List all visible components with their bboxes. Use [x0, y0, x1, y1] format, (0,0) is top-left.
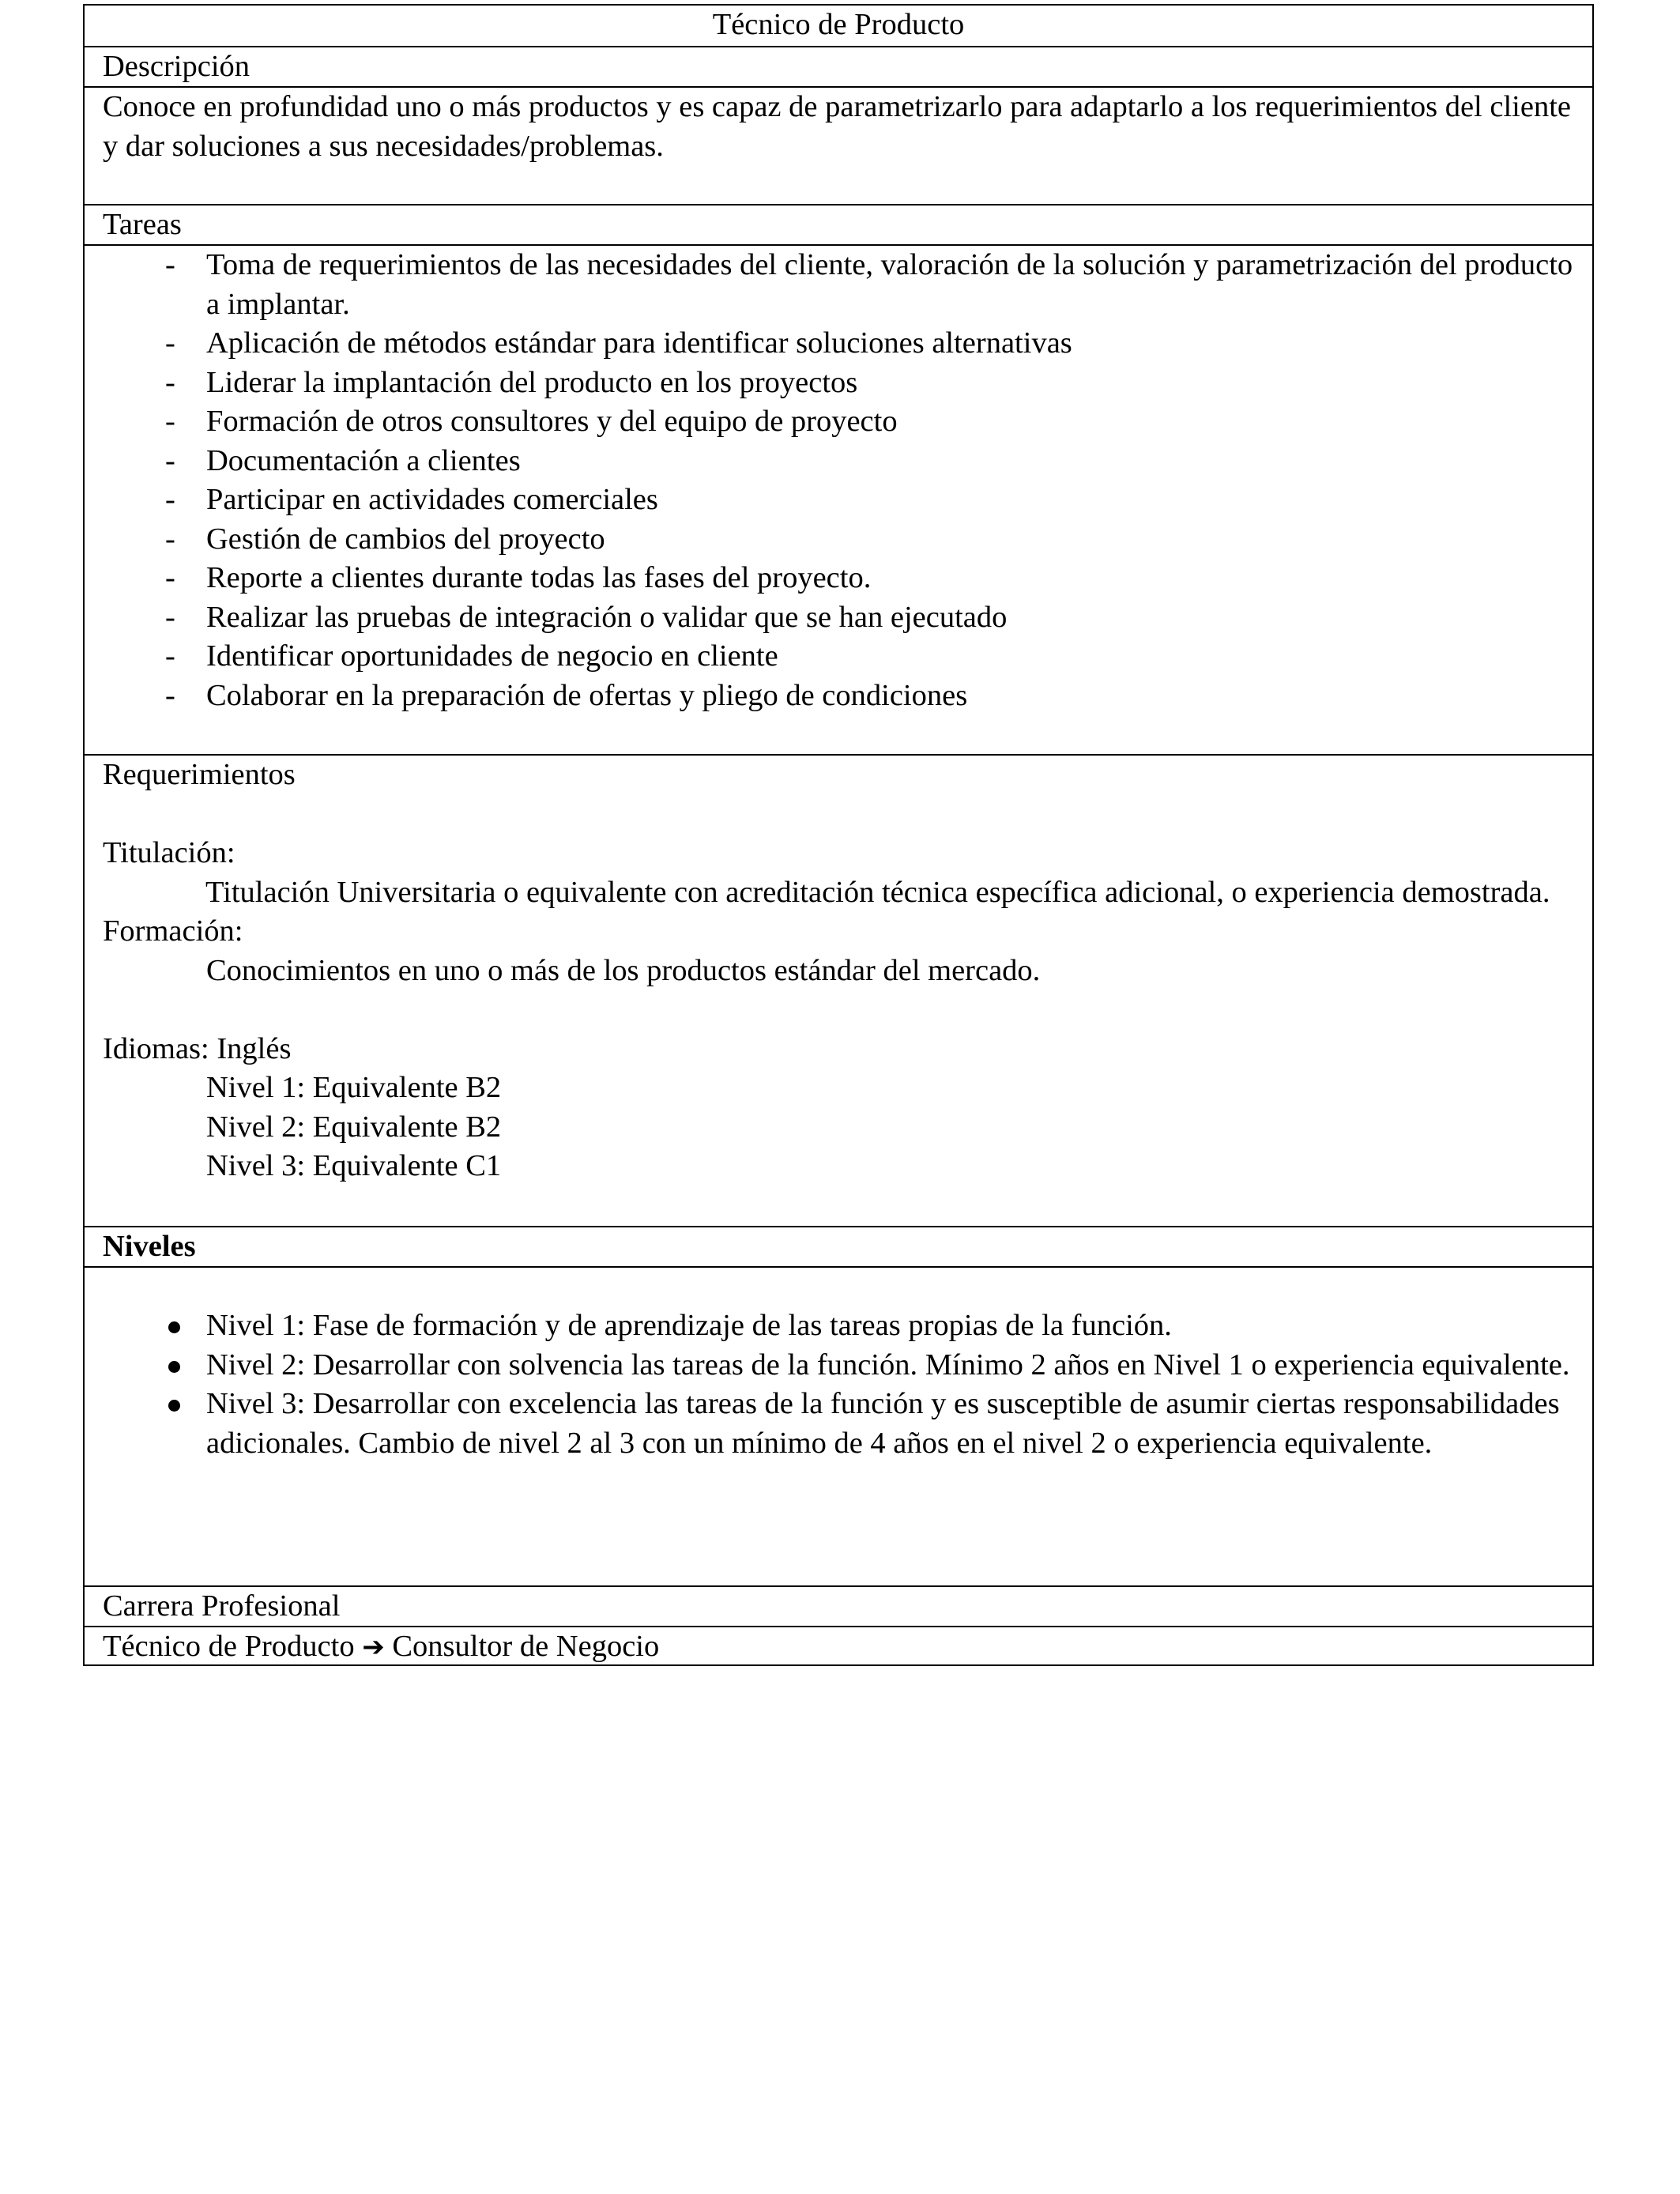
list-item: [103, 364, 1574, 403]
carrera-header: [85, 1585, 1592, 1626]
career-to: Consultor de Negocio: [392, 1630, 660, 1663]
dash-marker: -: [165, 561, 175, 594]
bullet-icon: [168, 1400, 180, 1412]
dash-marker: -: [165, 678, 175, 712]
task-text: Participar en actividades comerciales: [206, 483, 658, 516]
list-item: [103, 598, 1574, 638]
formacion-label: Formación:: [103, 914, 243, 948]
arrow-right-icon: ➔: [362, 1631, 385, 1663]
tareas-label: Tareas: [103, 208, 182, 241]
titulacion-text: Titulación Universitaria o equivalente con acreditación técnica específica adicional, o experiencia demostrada.: [205, 875, 1550, 909]
list-item: [103, 559, 1574, 598]
descripcion-text: Conoce en profundidad uno o más productos y es capaz de parametrizarlo para adaptarlo a los requerimientos del cliente y dar soluciones a sus necesidades/problemas.: [103, 90, 1571, 163]
task-text: Gestión de cambios del proyecto: [206, 522, 605, 556]
descripcion-label: Descripción: [103, 50, 250, 83]
list-item: [103, 402, 1574, 442]
dash-marker: -: [165, 326, 175, 360]
list-item: [103, 324, 1574, 364]
dash-marker: -: [165, 443, 175, 477]
requerimientos-label: Requerimientos: [103, 758, 296, 791]
dash-marker: -: [165, 405, 175, 438]
spacer: [103, 795, 1574, 835]
document-title: Técnico de Producto: [712, 8, 965, 41]
niveles-label: Niveles: [103, 1230, 196, 1263]
task-text: Formación de otros consultores y del equipo de proyecto: [206, 405, 898, 438]
dash-marker: -: [165, 522, 175, 556]
formacion-text: Conocimientos en uno o más de los productos estándar del mercado.: [206, 953, 1041, 987]
list-item: [103, 246, 1574, 324]
list-item: [103, 481, 1574, 520]
tareas-body: [85, 244, 1592, 754]
task-text: Liderar la implantación del producto en los proyectos: [206, 365, 858, 399]
dash-marker: -: [165, 248, 175, 281]
task-text: Toma de requerimientos de las necesidades del cliente, valoración de la solución y parametrización del producto a implantar.: [206, 248, 1573, 321]
dash-marker: -: [165, 365, 175, 399]
list-item: [103, 1306, 1574, 1346]
list-item: [103, 1385, 1574, 1463]
idiomas-label: Idiomas: Inglés: [103, 1031, 292, 1065]
task-text: Identificar oportunidades de negocio en cliente: [206, 639, 778, 673]
career-from: Técnico de Producto: [103, 1630, 355, 1663]
niveles-list: [103, 1306, 1574, 1463]
niveles-body: [85, 1266, 1592, 1585]
task-text: Documentación a clientes: [206, 443, 521, 477]
bullet-icon: [168, 1361, 180, 1373]
nivel-text: Nivel 2: Desarrollar con solvencia las tareas de la función. Mínimo 2 años en Nivel 1 o experiencia equivalente.: [206, 1348, 1570, 1382]
requerimientos-section: [85, 754, 1592, 1226]
descripcion-body: [85, 86, 1592, 204]
carrera-label: Carrera Profesional: [103, 1589, 341, 1623]
nivel-text: Nivel 3: Desarrollar con excelencia las tareas de la función y es susceptible de asumir ciertas responsabilidades adicionales. Cambio de nivel 2 al 3 con un mínimo de 4 años en el nivel 2 o experiencia equivalente.: [206, 1387, 1560, 1460]
spacer: [103, 990, 1574, 1030]
tareas-list: [103, 246, 1574, 715]
list-item: [103, 677, 1574, 716]
job-profile-table: [83, 4, 1594, 1666]
titulacion-label: Titulación:: [103, 836, 235, 869]
idioma-nivel-2: Nivel 2: Equivalente B2: [206, 1110, 502, 1144]
task-text: Reporte a clientes durante todas las fases del proyecto.: [206, 561, 872, 594]
task-text: Aplicación de métodos estándar para identificar soluciones alternativas: [206, 326, 1072, 360]
list-item: [103, 520, 1574, 560]
list-item: [103, 1346, 1574, 1385]
idioma-nivel-1: Nivel 1: Equivalente B2: [206, 1071, 502, 1104]
document-title-row: [85, 6, 1592, 46]
tareas-header: [85, 204, 1592, 244]
list-item: [103, 637, 1574, 677]
niveles-header: [85, 1226, 1592, 1266]
idioma-nivel-3: Nivel 3: Equivalente C1: [206, 1149, 502, 1182]
task-text: Colaborar en la preparación de ofertas y pliego de condiciones: [206, 678, 968, 712]
list-item: [103, 442, 1574, 481]
nivel-text: Nivel 1: Fase de formación y de aprendizaje de las tareas propias de la función.: [206, 1309, 1172, 1342]
dash-marker: -: [165, 639, 175, 673]
dash-marker: -: [165, 483, 175, 516]
carrera-body: [85, 1626, 1592, 1664]
descripcion-header: [85, 46, 1592, 86]
bullet-icon: [168, 1321, 180, 1333]
dash-marker: -: [165, 600, 175, 634]
task-text: Realizar las pruebas de integración o validar que se han ejecutado: [206, 600, 1008, 634]
